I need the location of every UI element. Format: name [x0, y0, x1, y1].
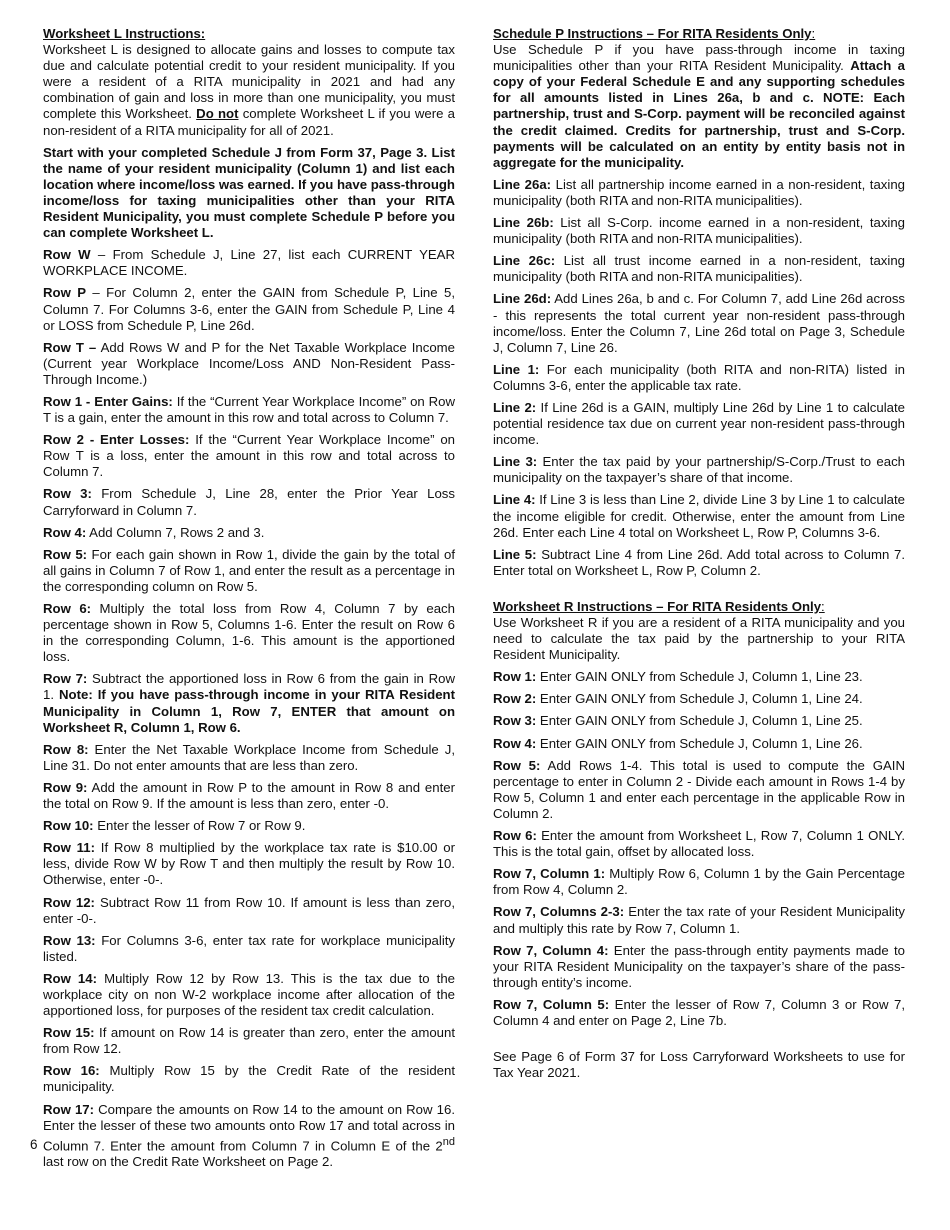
schedule-p-instructions [493, 26, 905, 579]
instruction-row-5: Row 5: For each gain shown in Row 1, divide the gain by the total of all gains in Column 7 of Row 1, and enter the result as a percentage in the corresponding column on Row 5. [43, 546, 455, 594]
instruction-row-9: Row 9: Add the amount in Row P to the amount in Row 8 and enter the total on Row 9. If the amount is less than zero, enter -0. [43, 779, 455, 812]
instruction-r-row-6: Row 6: Enter the amount from Worksheet L, Row 7, Column 1 ONLY. This is the total gain, offset by allocated loss. [493, 828, 905, 860]
schedule-p-title: Schedule P Instructions – For RITA Residents Only: [493, 26, 816, 41]
instruction-row-15: Row 15: If amount on Row 14 is greater than zero, enter the amount from Row 12. [43, 1025, 455, 1057]
instruction-r-row-4: Row 4: Enter GAIN ONLY from Schedule J, Column 1, Line 26. [493, 735, 863, 751]
instruction-r-row-2: Row 2: Enter GAIN ONLY from Schedule J, Column 1, Line 24. [493, 691, 863, 707]
worksheet-l-start-note: Start with your completed Schedule J from Form 37, Page 3. List the name of your resident municipality (Column 1) and list each location where income/loss was earned. If you have pass-through income/loss for taxing municipalities other than your RITA Resident Municipality, you must complete Schedule P before you can complete Worksheet L. [43, 144, 455, 241]
instruction-row-1: Row 1 - Enter Gains: If the “Current Year Workplace Income” on Row T is a gain, enter the amount in this row and total across to Column 7. [43, 393, 456, 426]
instruction-r-row-7-col-5: Row 7, Column 5: Enter the lesser of Row 7, Column 3 or Row 7, Column 4 and enter on Page 2, Line 7b. [493, 996, 905, 1028]
instruction-row-6: Row 6: Multiply the total loss from Row 4, Column 7 by each percentage shown in Row 5, Columns 1-6. Enter the result on Row 6 in the corresponding Column, 1-6. This amount is the apportioned loss. [43, 601, 455, 665]
instruction-line-3: Line 3: Enter the tax paid by your partnership/S-Corp./Trust to each municipality on the taxpayer’s share of that income. [493, 454, 905, 486]
instruction-r-row-7-col-2-3: Row 7, Columns 2-3: Enter the tax rate of your Resident Municipality and multiply this rate by Row 7, Column 1. [493, 904, 905, 936]
worksheet-l-instructions [43, 26, 455, 1170]
worksheet-l-intro: Worksheet L is designed to allocate gains and losses to compute tax due and calculate potential credit to your resident municipality. If you were a resident of a RITA municipality in 2021 and had any combination of gain and loss in more than one municipality, you must complete this Worksheet. Do not complete Worksheet L if you were a non-resident of a RITA municipality for all of 2021. [43, 42, 455, 138]
instruction-row-3: Row 3: From Schedule J, Line 28, enter the Prior Year Loss Carryforward in Column 7. [43, 486, 455, 518]
worksheet-r-intro: Use Worksheet R if you are a resident of a RITA municipality and you need to calculate the tax paid by the partnership to your RITA Resident Municipality. [493, 615, 905, 663]
instruction-row-14: Row 14: Multiply Row 12 by Row 13. This is the tax due to the workplace city on non W-2 workplace income after allocation of the apportioned loss, for purposes of the resident tax credit calculation. [43, 970, 456, 1019]
instruction-row-7: Row 7: Subtract the apportioned loss in Row 6 from the gain in Row 1. Note: If you have pass-through income in your RITA Resident Municipality in Column 1, Row 7, ENTER that amount on Worksheet R, Column 1, Row 6. [43, 671, 456, 735]
instruction-row-t: Row T – Add Rows W and P for the Net Taxable Workplace Income (Current year Workplace Income/Loss AND Non-Resident Pass-Through Income.) [43, 339, 456, 387]
worksheet-r-instructions [493, 599, 905, 1081]
schedule-p-intro: Use Schedule P if you have pass-through income in taxing municipalities other than your RITA Resident Municipality. Attach a copy of your Federal Schedule E and any supporting schedules for all amounts listed in Lines 26a, b and c. NOTE: Each partnership, trust and S-Corp. payment will be reconciled against the credit claimed. Credits for partnership, trust and S-Corp. payments will be calculated on an entity by entity basis not in aggregate for the municipality. [493, 42, 906, 170]
instruction-line-2: Line 2: If Line 26d is a GAIN, multiply Line 26d by Line 1 to calculate potential residence tax due on current year non-resident pass-through income. [493, 399, 905, 448]
instruction-row-16: Row 16: Multiply Row 15 by the Credit Rate of the resident municipality. [43, 1063, 455, 1095]
worksheet-r-title: Worksheet R Instructions – For RITA Residents Only: [493, 598, 825, 614]
instruction-row-13: Row 13: For Columns 3-6, enter tax rate for workplace municipality listed. [43, 932, 456, 964]
instruction-row-8: Row 8: Enter the Net Taxable Workplace Income from Schedule J, Line 31. Do not enter amounts that are less than zero. [43, 741, 455, 773]
instruction-row-2: Row 2 - Enter Losses: If the “Current Year Workplace Income” on Row T is a loss, enter the amount in this row and total across to Column 7. [43, 432, 455, 480]
page-number: 6 [30, 1137, 38, 1152]
instruction-line-1: Line 1: For each municipality (both RITA and non-RITA) listed in Columns 3-6, enter the applicable tax rate. [493, 361, 905, 393]
instruction-row-11: Row 11: If Row 8 multiplied by the workplace tax rate is $10.00 or less, divide Row W by Row T and then multiply the result by Row 10. Otherwise, enter -0-. [43, 840, 455, 888]
instruction-row-17: Row 17: Compare the amounts on Row 14 to the amount on Row 16. Enter the lesser of these two amounts onto Row 17 and total across in Column 7. Enter the amount from Column 7 in Column E of the 2nd last row on the Credit Rate Worksheet on Page 2. [43, 1101, 455, 1170]
instruction-line-26d: Line 26d: Add Lines 26a, b and c. For Column 7, add Line 26d across - this represents the total current year non-resident pass-through income/loss. Enter the Column 7, Line 26d total on Page 3, Schedule J, Column 7, Line 26. [493, 291, 906, 355]
instruction-row-w: Row W – From Schedule J, Line 27, list each CURRENT YEAR WORKPLACE INCOME. [43, 247, 456, 279]
instruction-r-row-7-col-4: Row 7, Column 4: Enter the pass-through entity payments made to your RITA Resident Municipality on the taxpayer’s share of the pass-through entity’s income. [493, 942, 905, 990]
instruction-line-26a: Line 26a: List all partnership income earned in a non-resident, taxing municipality (both RITA and non-RITA municipalities). [493, 176, 905, 208]
instruction-r-row-5: Row 5: Add Rows 1-4. This total is used to compute the GAIN percentage to enter in Column 2 - Divide each amount in Rows 1-4 by Row 5, Column 1 and enter each percentage in the applicable Row in Column 2. [493, 757, 905, 821]
instruction-row-12: Row 12: Subtract Row 11 from Row 10. If amount is less than zero, enter -0-. [43, 894, 456, 926]
right-column [493, 26, 905, 1087]
instruction-row-4: Row 4: Add Column 7, Rows 2 and 3. [43, 524, 265, 540]
instruction-line-5: Line 5: Subtract Line 4 from Line 26d. Add total across to Column 7. Enter total on Worksheet L, Row P, Column 2. [493, 546, 906, 578]
instruction-row-10: Row 10: Enter the lesser of Row 7 or Row 9. [43, 818, 306, 834]
instruction-line-26c: Line 26c: List all trust income earned in a non-resident, taxing municipality (both RITA and non-RITA municipalities). [493, 253, 905, 285]
loss-carryforward-note: See Page 6 of Form 37 for Loss Carryforward Worksheets to use for Tax Year 2021. [493, 1049, 905, 1081]
instruction-line-26b: Line 26b: List all S-Corp. income earned in a non-resident, taxing municipality (both RITA and non-RITA municipalities). [493, 215, 906, 247]
instruction-r-row-3: Row 3: Enter GAIN ONLY from Schedule J, Column 1, Line 25. [493, 713, 863, 729]
instruction-line-4: Line 4: If Line 3 is less than Line 2, divide Line 3 by Line 1 to calculate the income eligible for credit. Otherwise, enter the amount from Line 26d. Enter each Line 4 total on Worksheet L, Row P, Columns 3-6. [493, 492, 905, 540]
instruction-r-row-7-col-1: Row 7, Column 1: Multiply Row 6, Column 1 by the Gain Percentage from Row 4, Column 2. [493, 866, 905, 898]
instruction-r-row-1: Row 1: Enter GAIN ONLY from Schedule J, Column 1, Line 23. [493, 669, 863, 685]
worksheet-l-title: Worksheet L Instructions: [43, 26, 206, 41]
instruction-row-p: Row P – For Column 2, enter the GAIN from Schedule P, Line 5, Column 7. For Columns 3-6, enter the GAIN from Schedule P, Line 4 or LOSS from Schedule P, Line 26d. [43, 285, 455, 333]
